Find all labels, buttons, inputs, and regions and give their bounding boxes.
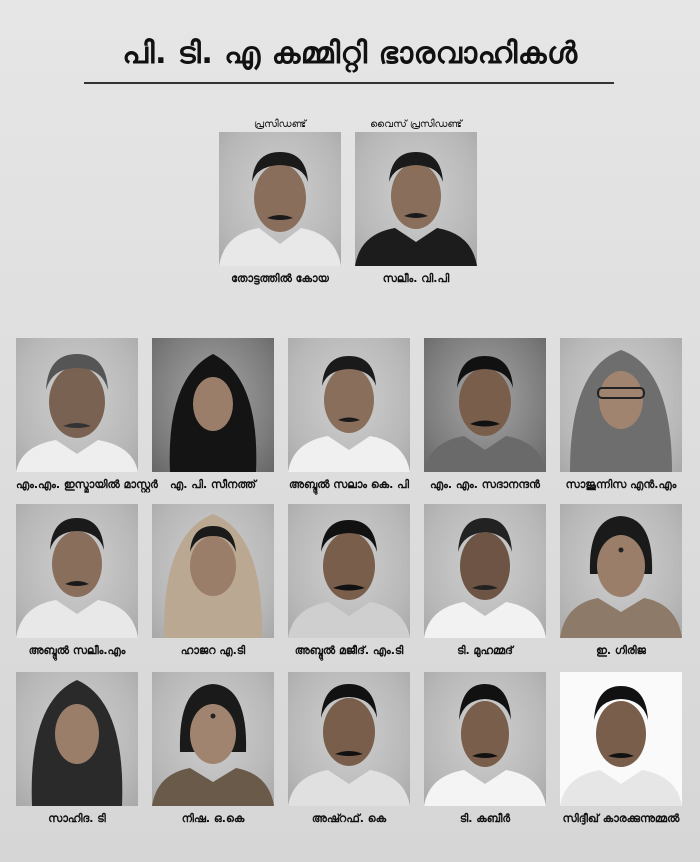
member-name: നിഷ. ഒ.കെ xyxy=(181,812,245,825)
portrait-photo xyxy=(152,338,274,472)
person-silhouette-icon xyxy=(424,504,546,638)
member-card xyxy=(288,504,410,658)
portrait-photo xyxy=(288,672,410,806)
member-name: അബ്ദുൽ മജീദ്. എം.ടി xyxy=(294,644,404,657)
person-silhouette-icon xyxy=(560,672,682,806)
person-silhouette-icon xyxy=(219,132,341,266)
portrait-photo xyxy=(152,504,274,638)
portrait-photo xyxy=(424,672,546,806)
officer-name: തോട്ടത്തിൽ കോയ xyxy=(231,272,329,285)
officer-card-president xyxy=(219,118,341,286)
member-card xyxy=(152,672,274,826)
person-silhouette-icon xyxy=(560,338,682,472)
member-card xyxy=(16,338,158,492)
member-name: ഇ. ഗിരിജ xyxy=(596,644,646,657)
person-silhouette-icon xyxy=(152,338,274,472)
portrait-photo xyxy=(288,504,410,638)
person-silhouette-icon xyxy=(424,672,546,806)
member-card xyxy=(152,504,274,658)
portrait-photo xyxy=(424,504,546,638)
portrait-photo xyxy=(16,338,138,472)
title-underline xyxy=(84,82,614,84)
member-name: എ. പി. സീനത്ത് xyxy=(170,478,256,491)
person-silhouette-icon xyxy=(16,338,138,472)
member-name: ടി. കബീർ xyxy=(459,812,511,825)
member-name: എം.എം. ഇസ്മായിൽ മാസ്റ്റർ xyxy=(16,478,158,491)
member-card xyxy=(424,338,546,492)
member-name: അബ്ദുൽ സലീം.എം xyxy=(28,644,126,657)
portrait-photo xyxy=(16,672,138,806)
portrait-photo xyxy=(424,338,546,472)
member-card xyxy=(152,338,274,492)
member-name: അബ്ദുൽ സലാം കെ. പി xyxy=(289,478,409,491)
member-name: എം. എം. സദാനന്ദൻ xyxy=(430,478,540,491)
member-card xyxy=(288,672,410,826)
person-silhouette-icon xyxy=(288,672,410,806)
member-card xyxy=(560,504,682,658)
member-name: സിദ്ദീഖ് കാരക്കുന്നുമ്മൽ xyxy=(562,812,680,825)
portrait-photo xyxy=(152,672,274,806)
person-silhouette-icon xyxy=(152,672,274,806)
member-card xyxy=(560,338,682,492)
page-title: പി. ടി. എ കമ്മിറ്റി ഭാരവാഹികൾ xyxy=(122,36,578,71)
person-silhouette-icon xyxy=(288,504,410,638)
portrait-photo xyxy=(560,672,682,806)
member-name: സാഹിദ. ടി xyxy=(48,812,106,825)
portrait-photo xyxy=(219,132,341,266)
officer-card-vice-president xyxy=(355,118,477,286)
member-card xyxy=(424,504,546,658)
member-card xyxy=(16,672,138,826)
officer-role: പ്രസിഡണ്ട് xyxy=(253,119,307,130)
portrait-photo xyxy=(16,504,138,638)
member-card xyxy=(16,504,138,658)
portrait-photo xyxy=(560,504,682,638)
person-silhouette-icon xyxy=(152,504,274,638)
person-silhouette-icon xyxy=(355,132,477,266)
portrait-photo xyxy=(560,338,682,472)
member-name: ടി. മുഹമ്മദ് xyxy=(457,644,513,657)
officer-name: സലീം. വി.പി xyxy=(382,272,450,285)
member-card xyxy=(288,338,410,492)
person-silhouette-icon xyxy=(16,504,138,638)
person-silhouette-icon xyxy=(560,504,682,638)
member-name: അഷ്റഫ്. കെ xyxy=(311,812,387,825)
portrait-photo xyxy=(355,132,477,266)
officer-role: വൈസ് പ്രസിഡണ്ട് xyxy=(370,119,462,130)
member-card xyxy=(560,672,682,826)
member-name: ഹാജറ എ.ടി xyxy=(180,644,246,657)
member-name: സാജുന്നിസ എൻ.എം xyxy=(565,478,677,491)
member-card xyxy=(424,672,546,826)
portrait-photo xyxy=(288,338,410,472)
person-silhouette-icon xyxy=(424,338,546,472)
person-silhouette-icon xyxy=(288,338,410,472)
person-silhouette-icon xyxy=(16,672,138,806)
